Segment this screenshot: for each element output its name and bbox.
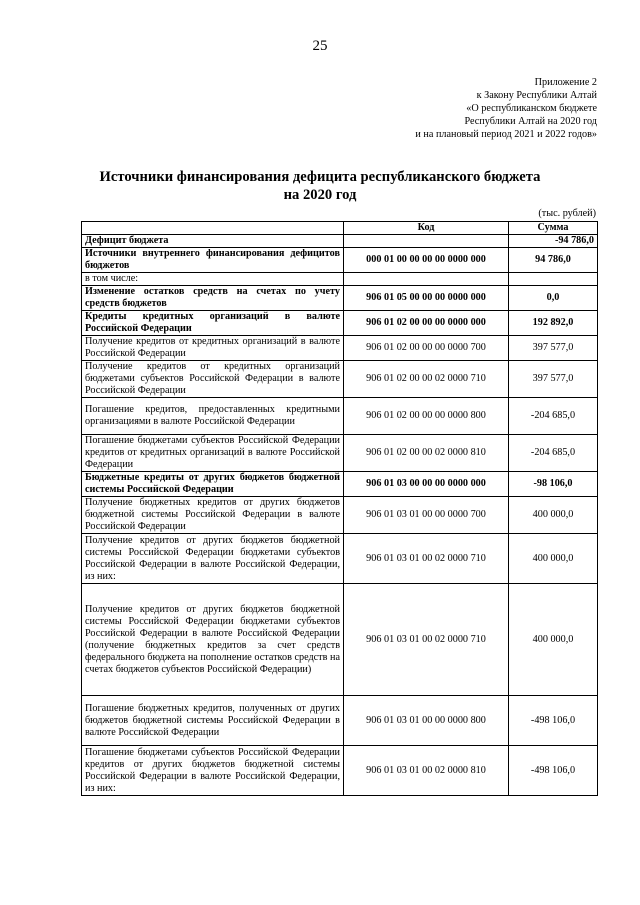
row-name-cell: Погашение бюджетами субъектов Российской Федерации кредитов от других бюджетов бюджетной системы Российской Федерации в валюте Российской Федерации, из них: xyxy=(82,746,344,796)
row-name-cell: Дефицит бюджета xyxy=(82,235,344,248)
appendix-line: и на плановый период 2021 и 2022 годов» xyxy=(415,129,597,140)
row-sum-cell: 397 577,0 xyxy=(509,361,598,398)
row-code-cell xyxy=(344,235,509,248)
row-code-cell: 906 01 02 00 00 00 0000 700 xyxy=(344,336,509,361)
row-sum-cell: -204 685,0 xyxy=(509,435,598,472)
row-name-cell: Погашение бюджетами субъектов Российской Федерации кредитов от кредитных организаций в валюте Российской Федерации xyxy=(82,435,344,472)
row-sum-cell: 397 577,0 xyxy=(509,336,598,361)
row-code-cell: 906 01 03 00 00 00 0000 000 xyxy=(344,472,509,497)
table-row xyxy=(82,398,598,435)
row-sum-cell: 94 786,0 xyxy=(509,248,598,273)
row-name-cell: Источники внутреннего финансирования дефицитов бюджетов xyxy=(82,248,344,273)
header-sum: Сумма xyxy=(509,222,598,235)
table-row xyxy=(82,248,598,273)
table-row xyxy=(82,534,598,584)
row-code-cell: 906 01 05 00 00 00 0000 000 xyxy=(344,286,509,311)
row-code-cell: 000 01 00 00 00 00 0000 000 xyxy=(344,248,509,273)
table-row xyxy=(82,497,598,534)
page-number: 25 xyxy=(312,38,328,54)
table-row xyxy=(82,311,598,336)
title-line: на 2020 год xyxy=(283,187,357,203)
row-sum-cell: -204 685,0 xyxy=(509,398,598,435)
table-row xyxy=(82,472,598,497)
table-row xyxy=(82,336,598,361)
row-sum-cell xyxy=(509,273,598,286)
row-sum-cell: 400 000,0 xyxy=(509,497,598,534)
appendix-note xyxy=(415,76,597,141)
appendix-line: Республики Алтай на 2020 год xyxy=(464,116,597,127)
row-code-cell: 906 01 03 01 00 00 0000 800 xyxy=(344,696,509,746)
table-row xyxy=(82,746,598,796)
row-name-cell: Получение кредитов от кредитных организаций в валюте Российской Федерации xyxy=(82,336,344,361)
row-name-cell: Кредиты кредитных организаций в валюте Российской Федерации xyxy=(82,311,344,336)
unit-note: (тыс. рублей) xyxy=(538,208,596,219)
table-header-row xyxy=(82,222,598,235)
table-row xyxy=(82,584,598,696)
table-row xyxy=(82,361,598,398)
row-sum-cell: 0,0 xyxy=(509,286,598,311)
row-sum-cell: 400 000,0 xyxy=(509,584,598,696)
row-code-cell: 906 01 03 01 00 00 0000 700 xyxy=(344,497,509,534)
table-body xyxy=(82,235,598,796)
table-row xyxy=(82,435,598,472)
row-name-cell: Получение кредитов от других бюджетов бюджетной системы Российской Федерации бюджетами субъектов Российской Федерации в валюте Российской Федерации, из них: xyxy=(82,534,344,584)
row-name-cell: Бюджетные кредиты от других бюджетов бюджетной системы Российской Федерации xyxy=(82,472,344,497)
row-name-cell: Погашение кредитов, предоставленных кредитными организациями в валюте Российской Федерации xyxy=(82,398,344,435)
appendix-line: Приложение 2 xyxy=(534,77,597,88)
table-row xyxy=(82,235,598,248)
row-sum-cell: -98 106,0 xyxy=(509,472,598,497)
table-row xyxy=(82,286,598,311)
row-code-cell: 906 01 02 00 00 00 0000 800 xyxy=(344,398,509,435)
row-code-cell: 906 01 03 01 00 02 0000 710 xyxy=(344,534,509,584)
row-sum-cell: 192 892,0 xyxy=(509,311,598,336)
row-code-cell xyxy=(344,273,509,286)
row-name-cell: Погашение бюджетных кредитов, полученных от других бюджетов бюджетной системы Российской Федерации в валюте Российской Федерации xyxy=(82,696,344,746)
row-name-cell: Получение бюджетных кредитов от других бюджетов бюджетной системы Российской Федерации в валюте Российской Федерации xyxy=(82,497,344,534)
appendix-line: к Закону Республики Алтай xyxy=(476,90,597,101)
row-sum-cell: -498 106,0 xyxy=(509,696,598,746)
row-name-cell: Получение кредитов от других бюджетов бюджетной системы Российской Федерации бюджетами субъектов Российской Федерации в валюте Российской Федерации (получение бюджетных кредитов за счет средств федерального бюджета на пополнение остатков средств на счетах бюджетов субъектов Российской Федерации) xyxy=(82,584,344,696)
table-row xyxy=(82,273,598,286)
row-sum-cell: -94 786,0 xyxy=(509,235,598,248)
title-line: Источники финансирования дефицита республиканского бюджета xyxy=(99,169,541,185)
row-code-cell: 906 01 02 00 00 00 0000 000 xyxy=(344,311,509,336)
header-code: Код xyxy=(344,222,509,235)
row-name-cell: Получение кредитов от кредитных организаций бюджетами субъектов Российской Федерации в валюте Российской Федерации xyxy=(82,361,344,398)
row-code-cell: 906 01 03 01 00 02 0000 810 xyxy=(344,746,509,796)
document-title xyxy=(0,168,640,204)
row-sum-cell: 400 000,0 xyxy=(509,534,598,584)
header-name xyxy=(82,222,344,235)
row-sum-cell: -498 106,0 xyxy=(509,746,598,796)
row-name-cell: в том числе: xyxy=(82,273,344,286)
table-row xyxy=(82,696,598,746)
financing-sources-table xyxy=(81,221,598,796)
row-code-cell: 906 01 03 01 00 02 0000 710 xyxy=(344,584,509,696)
row-name-cell: Изменение остатков средств на счетах по учету средств бюджетов xyxy=(82,286,344,311)
row-code-cell: 906 01 02 00 00 02 0000 810 xyxy=(344,435,509,472)
row-code-cell: 906 01 02 00 00 02 0000 710 xyxy=(344,361,509,398)
appendix-line: «О республиканском бюджете xyxy=(466,103,597,114)
